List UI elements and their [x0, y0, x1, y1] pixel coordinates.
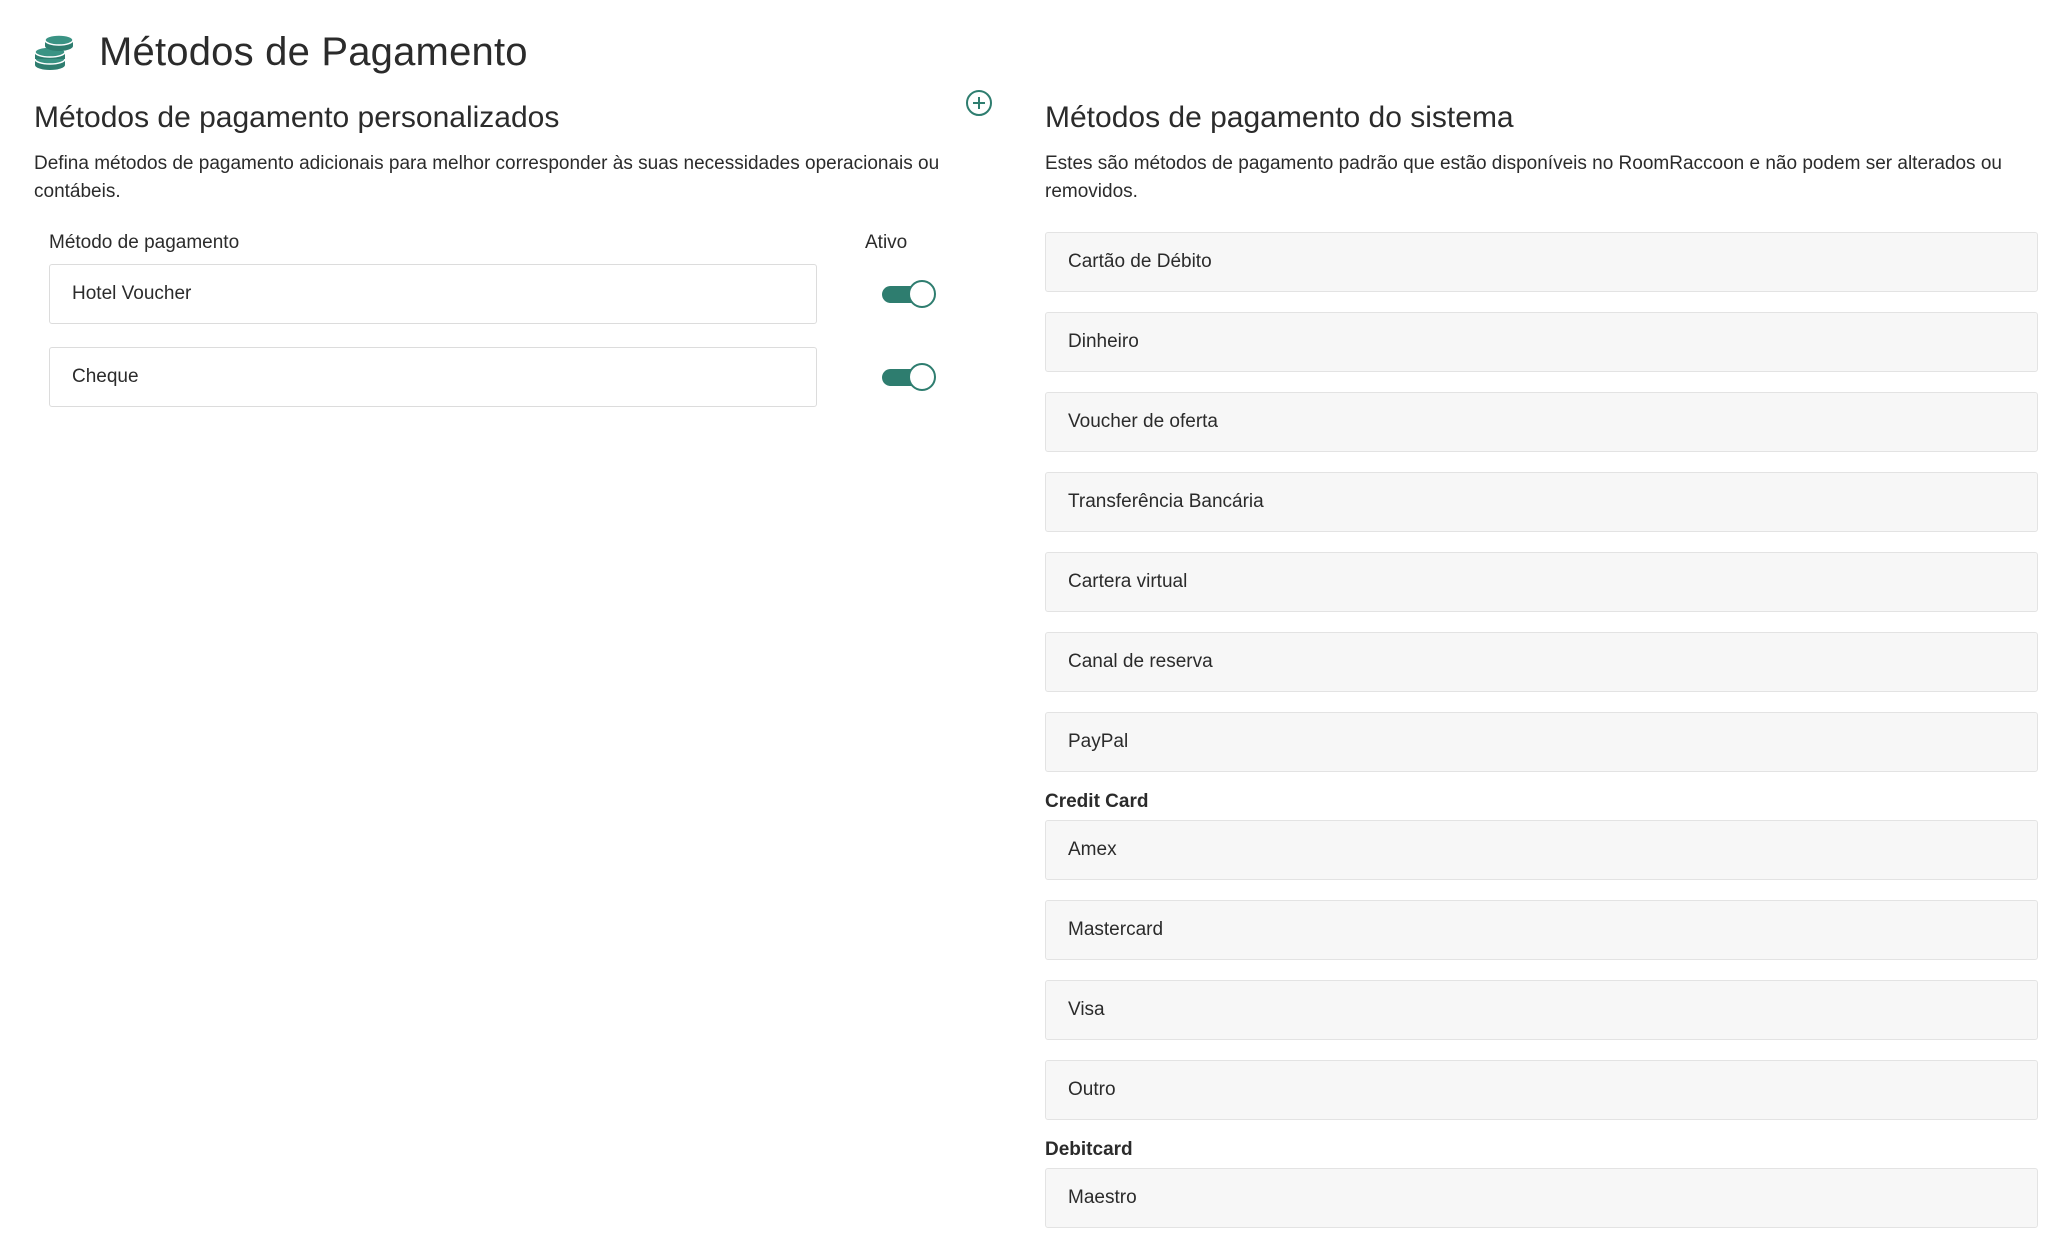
column-header-method: Método de pagamento	[49, 232, 240, 253]
system-method-item: Dinheiro	[1045, 312, 2038, 372]
toggle-knob	[908, 363, 936, 391]
credit-card-group-label: Credit Card	[1045, 791, 1149, 812]
custom-methods-panel	[34, 88, 994, 430]
table-header	[49, 230, 994, 256]
active-toggle[interactable]	[880, 363, 936, 391]
system-methods-description: Estes são métodos de pagamento padrão que estão disponíveis no RoomRaccoon e não podem ser alterados ou removidos.	[1045, 153, 2002, 202]
custom-method-row	[49, 347, 994, 407]
system-method-item: Voucher de oferta	[1045, 392, 2038, 452]
page-header	[33, 26, 528, 78]
custom-methods-table	[34, 230, 994, 407]
toggle-knob	[908, 280, 936, 308]
system-method-item: Cartera virtual	[1045, 552, 2038, 612]
system-methods-title: Métodos de pagamento do sistema	[1045, 101, 1514, 134]
credit-card-item: Visa	[1045, 980, 2038, 1040]
plus-circle-icon[interactable]	[964, 88, 994, 118]
method-name-field[interactable]: Hotel Voucher	[49, 264, 817, 324]
system-method-item: Transferência Bancária	[1045, 472, 2038, 532]
credit-card-item: Amex	[1045, 820, 2038, 880]
custom-methods-title: Métodos de pagamento personalizados	[34, 101, 560, 134]
credit-card-item: Outro	[1045, 1060, 2038, 1120]
system-method-item: Cartão de Débito	[1045, 232, 2038, 292]
active-toggle[interactable]	[880, 280, 936, 308]
credit-card-item: Mastercard	[1045, 900, 2038, 960]
column-header-active: Ativo	[865, 232, 908, 253]
system-method-item: Canal de reserva	[1045, 632, 2038, 692]
coins-stack-icon	[33, 32, 75, 72]
custom-method-row	[49, 264, 994, 324]
system-methods-panel	[1045, 88, 2038, 1248]
method-name-field[interactable]: Cheque	[49, 347, 817, 407]
page-title: Métodos de Pagamento	[99, 29, 528, 74]
system-method-item: PayPal	[1045, 712, 2038, 772]
custom-methods-description: Defina métodos de pagamento adicionais para melhor corresponder às suas necessidades operacionais ou contábeis.	[34, 153, 940, 202]
debitcard-group-label: Debitcard	[1045, 1139, 1133, 1160]
debitcard-item: Maestro	[1045, 1168, 2038, 1228]
system-methods-list	[1045, 232, 2038, 1228]
